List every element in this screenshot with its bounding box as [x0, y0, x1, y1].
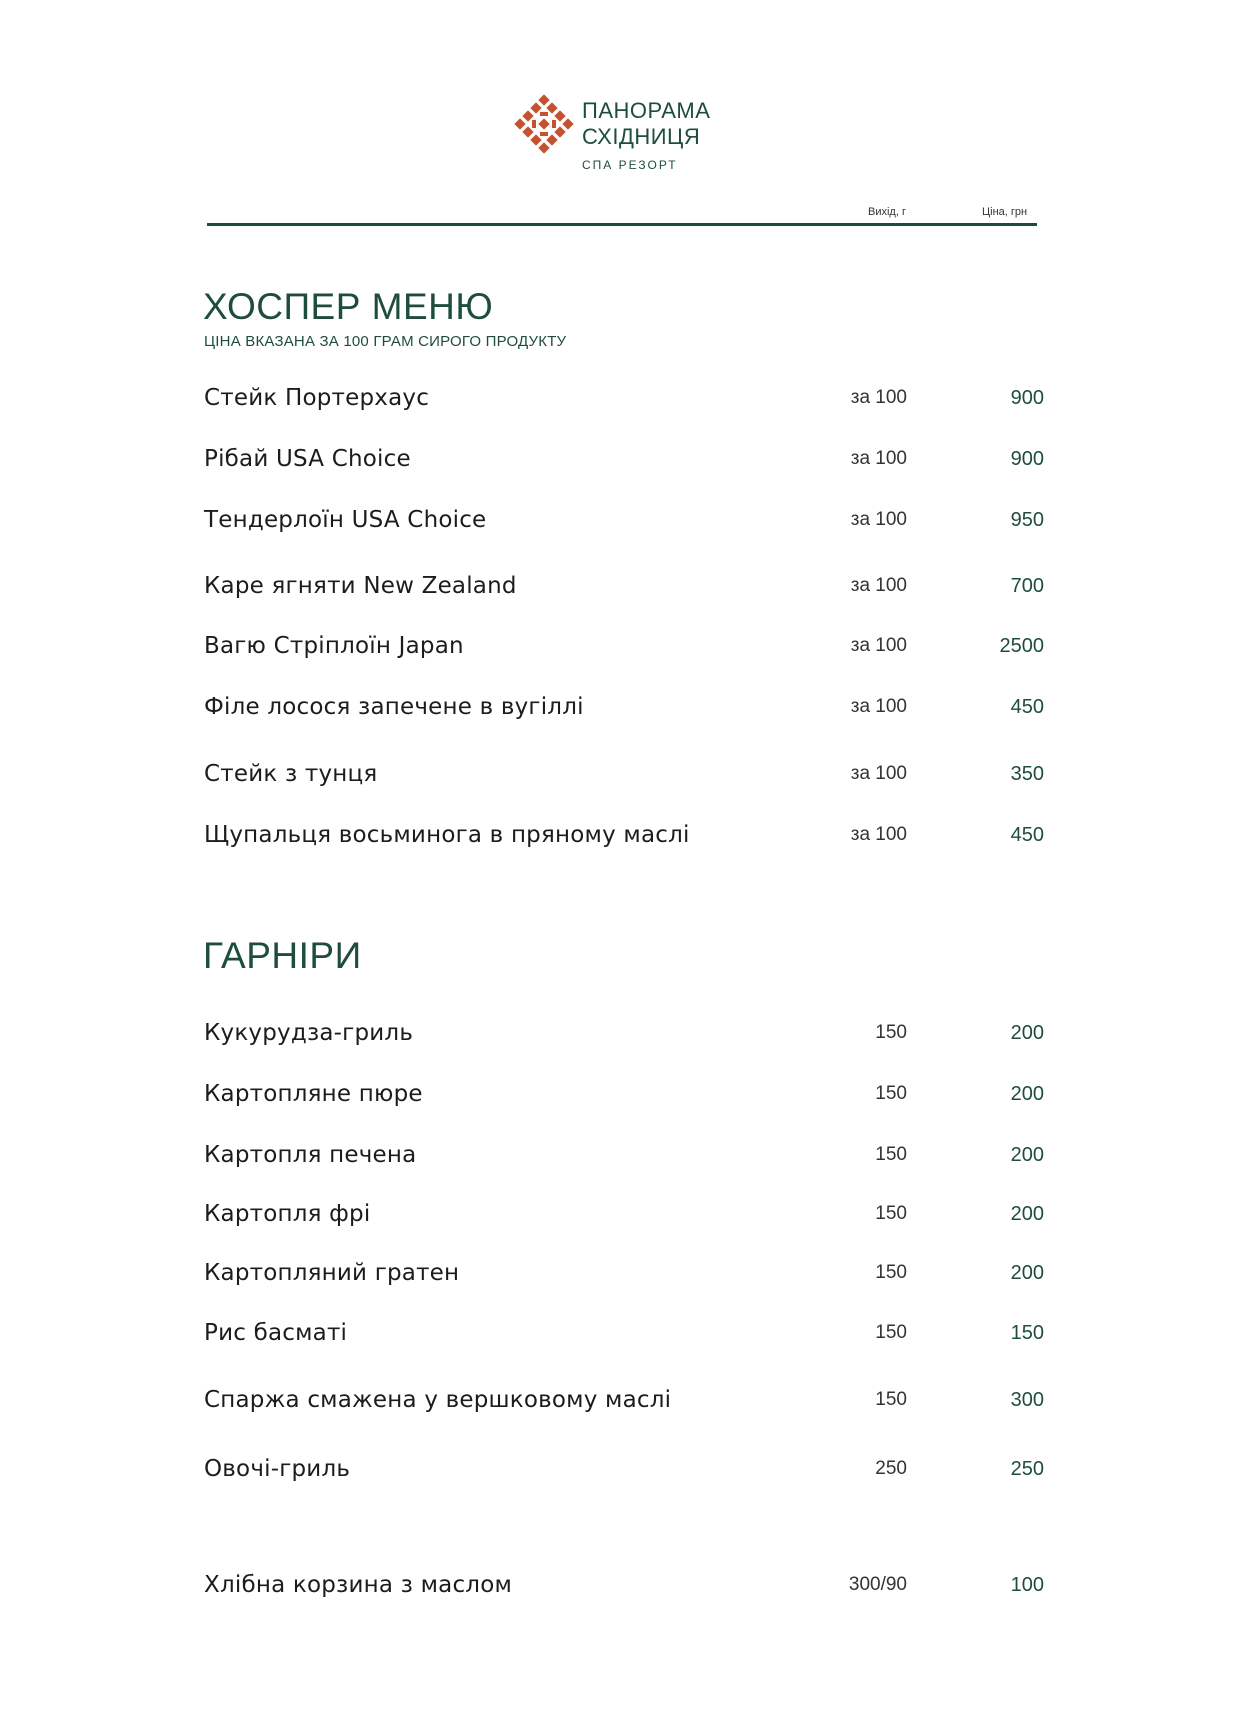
header-divider: [207, 223, 1037, 226]
item-price: 150: [1010, 1322, 1044, 1344]
menu-item: [204, 1142, 1044, 1174]
item-name: Картопля фрі: [204, 1201, 371, 1227]
menu-item: [204, 446, 1044, 478]
menu-item: [204, 1081, 1044, 1113]
section-title-hosper: ХОСПЕР МЕНЮ: [203, 286, 494, 327]
item-name: Кукурудза-гриль: [204, 1020, 414, 1046]
price-column-header: Ціна, грн: [982, 206, 1028, 218]
item-weight: за 100: [850, 575, 907, 596]
item-weight: 150: [875, 1389, 907, 1410]
section-title-garnish: ГАРНІРИ: [203, 935, 362, 976]
menu-item: [204, 385, 1044, 417]
section-subtitle-hosper: ЦІНА ВКАЗАНА ЗА 100 ГРАМ СИРОГО ПРОДУКТУ: [204, 333, 567, 350]
menu-item: [204, 1572, 1044, 1604]
menu-item: [204, 633, 1044, 665]
item-weight: за 100: [850, 509, 907, 530]
item-weight: за 100: [850, 763, 907, 784]
item-name: Овочі-гриль: [204, 1456, 351, 1482]
menu-item: [204, 1320, 1044, 1352]
item-weight: 150: [875, 1322, 907, 1343]
item-name: Щупальця восьминога в пряному маслі: [204, 822, 690, 848]
item-name: Хлібна корзина з маслом: [204, 1572, 513, 1598]
brand-logo: [512, 94, 732, 174]
item-name: Філе лосося запечене в вугіллі: [204, 694, 584, 720]
item-price: 450: [1010, 696, 1044, 718]
item-name: Картопля печена: [204, 1142, 417, 1168]
item-weight: за 100: [850, 448, 907, 469]
brand-name-line1: ПАНОРАМА: [582, 98, 711, 123]
item-name: Стейк з тунця: [204, 761, 378, 787]
item-weight: за 100: [850, 696, 907, 717]
menu-item: [204, 1201, 1044, 1233]
item-price: 300: [1010, 1389, 1044, 1411]
item-name: Тендерлоїн USA Choice: [204, 507, 487, 533]
item-price: 200: [1010, 1022, 1044, 1044]
item-price: 200: [1010, 1203, 1044, 1225]
item-name: Картопляне пюре: [204, 1081, 423, 1107]
menu-item: [204, 507, 1044, 539]
menu-item: [204, 761, 1044, 793]
item-price: 700: [1010, 575, 1044, 597]
item-price: 950: [1010, 509, 1044, 531]
item-name: Рібай USA Choice: [204, 446, 411, 472]
menu-item: [204, 1260, 1044, 1292]
menu-item: [204, 1456, 1044, 1488]
item-name: Каре ягняти New Zealand: [204, 573, 517, 599]
item-weight: 150: [875, 1083, 907, 1104]
item-name: Вагю Стріплоїн Japan: [204, 633, 464, 659]
item-price: 250: [1010, 1458, 1044, 1480]
brand-name-line2: СХІДНИЦЯ: [582, 124, 701, 149]
item-weight: за 100: [850, 824, 907, 845]
item-price: 900: [1010, 387, 1044, 409]
brand-tagline: СПА РЕЗОРТ: [582, 158, 678, 172]
item-weight: 150: [875, 1144, 907, 1165]
item-name: Рис басматі: [204, 1320, 348, 1346]
item-price: 200: [1010, 1083, 1044, 1105]
item-price: 200: [1010, 1262, 1044, 1284]
item-price: 350: [1010, 763, 1044, 785]
item-weight: за 100: [850, 387, 907, 408]
item-weight: 150: [875, 1262, 907, 1283]
item-name: Стейк Портерхаус: [204, 385, 430, 411]
item-weight: 250: [875, 1458, 907, 1479]
menu-item: [204, 1387, 1044, 1419]
item-name: Спаржа смажена у вершковому маслі: [204, 1387, 672, 1413]
item-price: 450: [1010, 824, 1044, 846]
item-price: 2500: [999, 635, 1044, 657]
item-price: 100: [1010, 1574, 1044, 1596]
item-weight: 300/90: [848, 1574, 907, 1595]
menu-item: [204, 822, 1044, 854]
menu-item: [204, 694, 1044, 726]
item-weight: за 100: [850, 635, 907, 656]
ornament-icon: [512, 94, 576, 158]
item-price: 200: [1010, 1144, 1044, 1166]
item-weight: 150: [875, 1022, 907, 1043]
item-weight: 150: [875, 1203, 907, 1224]
menu-item: [204, 1020, 1044, 1052]
item-price: 900: [1010, 448, 1044, 470]
weight-column-header: Вихід, г: [868, 206, 906, 218]
item-name: Картопляний гратен: [204, 1260, 460, 1286]
menu-item: [204, 573, 1044, 605]
